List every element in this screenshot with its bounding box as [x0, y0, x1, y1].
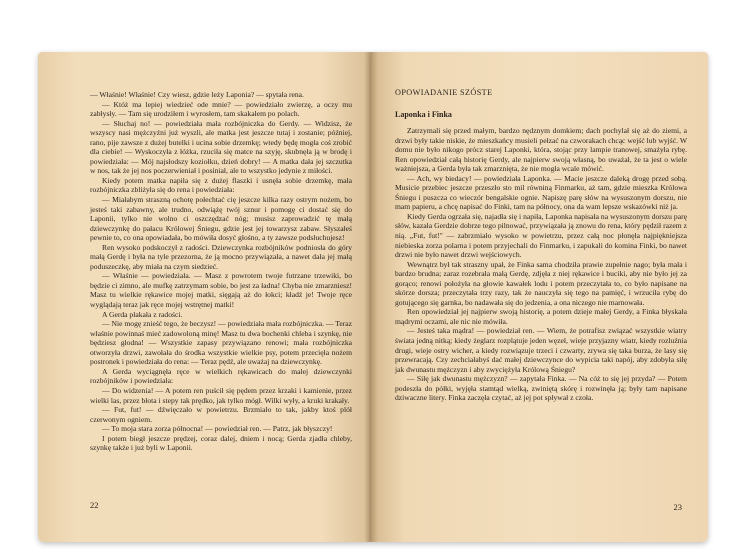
paragraph: — Jesteś taka mądra! — powiedział ren. — Wiem, że potrafisz związać wszystkie wiatry świata jedną nitką; kiedy żeglarz rozplątuje jeden węzeł, wieje przyjazny wiatr, kiedy rozluźnia drugi, wieje ostry wicher, a kiedy rozwiązuje trzeci i czwarty, zrywa się taka burza, że lasy się przewracają. Czy zechciałabyś dać małej dziewczynce do wypicia taki napój, aby zdobyła siłę jak dwunastu mężczyzn i aby zwyciężyła Królową Śniegu? [395, 326, 687, 374]
paragraph: Ren opowiedział jej najpierw swoją historię, a potem dzieje małej Gerdy, a Finka błyskała mądrymi oczami, ale nic nie mówiła. [395, 307, 687, 326]
paragraph: — Do widzenia! — A potem ren puścił się pędem przez krzaki i kamienie, przez wielki las, przez błota i stepy tak prędko, jak tylko mógł. Wilki wyły, a kruki krakały. [90, 385, 352, 405]
paragraph: Kiedy Gerda ogrzała się, najadła się i napiła, Laponka napisała na wysuszonym dorszu parę słów, kazała Gerdzie dobrze tego pilnować, przywiązała ją znowu do rena, który pędził razem z nią. „Fut, fut!" — zabrzmiało wysoko w powietrzu, przez całą noc płonęła najpiękniejsza niebieska zorza polarna i potem przyjechali do Finmarku, i zapukali do komina Finki, bo nawet drzwi nie było nawet drzwi wejściowych. [395, 211, 687, 260]
page-number: 23 [673, 502, 682, 512]
open-book [38, 52, 708, 542]
paragraph: — Siłę jak dwunastu mężczyzn? — zapytała Finka. — Na cóż to się jej przyda? — Potem podeszła do półki, wyjęła stamtąd wielką, zwiniętą skórę i rozwinęła ją; były tam napisane dziwaczne litery. Finka zaczęła czytać, aż jej pot spływał z czoła. [395, 374, 687, 403]
paragraph: — Ach, wy biedacy! — powiedziała Laponka. — Macie jeszcze daleką drogę przed sobą. Musicie przebiec jeszcze przeszło sto mil równiną Finmarku, aż tam, gdzie mieszka Królowa Śniegu i puszcza co wieczór bengalskie ognie. Napiszę parę słów na wysuszonym dorszu, nie mam papieru, a chcę napisać do Finki, tam na północy, ona da wam lepsze wskazówki niż ja. [395, 173, 687, 212]
right-page [371, 52, 708, 542]
paragraph: — Właśnie! Właśnie! Czy wiesz, gdzie leży Laponia? — spytała rena. [90, 90, 304, 99]
paragraph: I potem biegł jeszcze prędzej, coraz dalej, dniem i nocą; Gerda zjadła chleby, szynkę także i już byli w Laponii. [90, 433, 352, 453]
chapter-heading: OPOWIADANIE SZÓSTE [395, 88, 493, 97]
paragraph: Kiedy potem matka napiła się z dużej flaszki i usnęła sobie drzemkę, mała rozbójniczka zbliżyła się do rena i powiedziała: [90, 175, 352, 195]
book-gutter [364, 52, 378, 542]
paragraph: — Właśnie — powiedziała. — Masz z powrotem twoje futrzane trzewiki, bo będzie ci zimno, ale mufkę zatrzymam sobie, bo jest za ładna! Chyba nie zmarzniesz! Masz tu wielkie rękawice mojej matki, sięgają aż do łokci; kładź je! Twoje ręce wyglądają teraz jak ręce mojej wstrętnej matki! [90, 271, 352, 310]
paragraph: — Miałabym straszną ochotę połechtać cię jeszcze kilka razy ostrym nożem, bo jesteś taki zabawny, ale trudno, odwiążę twój sznur i pomogę ci dostać się do Laponii, tylko nie wolno ci oszczędzać nóg; musisz zaprowadzić tę małą dziewczynkę do pałacu Królowej Śniegu, gdzie jest jej towarzysz zabaw. Słyszałeś pewnie to, co ona opowiadała, bo mówiła dosyć głośno, a ty zawsze podsłuchujesz! [90, 195, 352, 243]
paragraph: — Któż ma lepiej wiedzieć ode mnie? — powiedziało zwierzę, a oczy mu zabłysły. — Tam się urodziłem i wyrosłem, tam skakałem po polach. [90, 99, 352, 119]
paragraph: — Fut, fut! — dźwięczało w powietrzu. Brzmiało to tak, jakby ktoś plół czerwonym ogniem. [90, 405, 352, 424]
right-page-text [395, 126, 687, 403]
paragraph: A Gerda płakała z radości. [102, 309, 183, 319]
paragraph: — Nie mogę znieść tego, że beczysz! — powiedziała mała rozbójniczka. — Teraz właśnie powinnaś mieć zadowoloną minę! Masz tu dwa bochenki chleba i szynkę, nie będziesz głodna! — Wszystkie zapasy przywiązano renowi; mała rozbójniczka otworzyła drzwi, zawołała do środka wszystkie wielkie psy, potem przecięła nożem postronek i powiedziała do rena: — Teraz pędź, ale uważaj na dziewczynkę. [90, 319, 352, 367]
paragraph: — Słuchaj no! — powiedziała mała rozbójniczka do Gerdy. — Widzisz, że wszyscy nasi mężczyźni już wyszli, ale matka jest jeszcze tutaj i zostanie; później, rano, pije zawsze z dużej butelki i ucina sobie drzemkę; wtedy będę mogła coś zrobić dla ciebie! — Wyskoczyła z łóżka, rzuciła się matce na szyję, skubnęła ją w brodę i powiedziała: — Mój najsłodszy koziołku, dzień dobry! — A matka dała jej szczutka w nos, tak że jej nos poczerwieniał i posiniał, ale to wszystko jedynie z miłości. [90, 118, 352, 176]
chapter-subtitle: Laponka i Finka [395, 110, 452, 119]
paragraph: Ren wysoko podskoczył z radości. Dziewczynka rozbójników podniosła do góry małą Gerdę i była na tyle przezorna, że ją mocno przywiązała, a nawet dała jej małą poduszeczkę, aby miała na czym siedzieć. [90, 242, 352, 271]
left-page [38, 52, 371, 542]
paragraph: Zatrzymali się przed małym, bardzo nędznym domkiem; dach pochylał się aż do ziemi, a drzwi były takie niskie, że mieszkańcy musieli pełzać na czworakach chcąc wejść lub wyjść. W domu nie było nikogo prócz starej Laponki, która, stojąc przy lampie tranowej, smażyła rybę. Ren opowiedział całą historię Gerdy, ale najpierw swoją własną, bo uważał, że ta jest o wiele ważniejsza, a Gerda była tak zmarznięta, że nie mogła wcale mówić. [395, 126, 687, 174]
paragraph: — To moja stara zorza północna! — powiedział ren. — Patrz, jak błyszczy! [102, 424, 333, 434]
page-number: 22 [90, 500, 99, 510]
left-page-text [90, 90, 352, 453]
paragraph: A Gerda wyciągnęła ręce w wielkich rękawicach do małej dziewczynki rozbójników i powiedziała: [90, 366, 352, 386]
paragraph: Wewnątrz był tak straszny upał, że Finka sama chodziła prawie zupełnie nago; była mała i bardzo brudna; zaraz rozebrała małą Gerdę, zdjęła z niej rękawice i buciki, aby nie było jej za gorąco; renowi położyła na głowie kawałek lodu i potem przeczytała to, co było napisane na skórze dorsza; przeczytała trzy razy, tak że nauczyła się tego na pamięć, i wrzuciła rybę do gotującego się garnka, bo nadawała się do jedzenia, a ona niczego nie marnowała. [395, 259, 687, 307]
